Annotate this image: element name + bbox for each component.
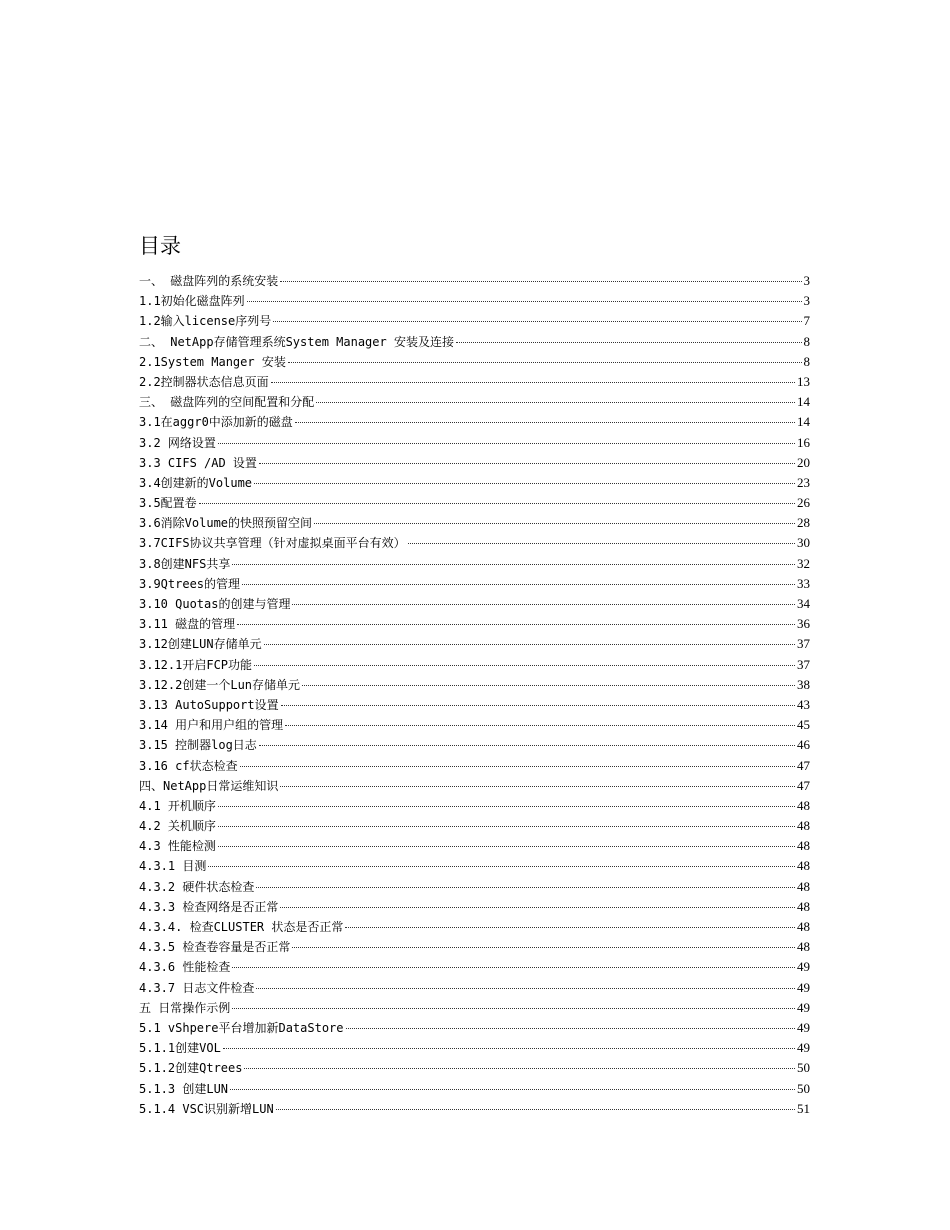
toc-entry-label: 2.2控制器状态信息页面	[139, 374, 269, 389]
toc-dot-leader	[259, 745, 795, 746]
toc-entry[interactable]	[139, 433, 810, 453]
toc-entry[interactable]	[139, 675, 810, 695]
toc-entry-label: 3.5配置卷	[139, 496, 197, 511]
toc-entry[interactable]	[139, 957, 810, 977]
toc-entry-page-number: 8	[803, 353, 810, 369]
toc-dot-leader	[237, 624, 795, 625]
toc-dot-leader	[281, 705, 795, 706]
toc-dot-leader	[199, 503, 795, 504]
toc-entry-page-number: 32	[797, 555, 810, 571]
toc-dot-leader	[288, 362, 802, 363]
toc-entry[interactable]	[139, 735, 810, 755]
toc-entry[interactable]	[139, 332, 810, 352]
toc-entry[interactable]	[139, 1099, 810, 1119]
toc-entry-page-number: 48	[797, 939, 810, 955]
toc-entry-label: 3.16 cf状态检查	[139, 758, 238, 773]
toc-entry-page-number: 37	[797, 656, 810, 672]
toc-entry-page-number: 49	[797, 1019, 810, 1035]
toc-entry-label: 3.10 Quotas的创建与管理	[139, 597, 291, 611]
toc-entry-page-number: 14	[797, 414, 810, 430]
toc-entry[interactable]	[139, 917, 810, 937]
toc-entry-label: 4.3.5 检查卷容量是否正常	[139, 940, 291, 955]
toc-entry[interactable]	[139, 513, 810, 533]
toc-entry-page-number: 7	[803, 313, 810, 329]
toc-dot-leader	[345, 927, 795, 928]
toc-dot-leader	[302, 685, 795, 686]
toc-entry[interactable]	[139, 897, 810, 917]
toc-entry-page-number: 47	[797, 777, 810, 793]
toc-entry-page-number: 50	[797, 1080, 810, 1096]
toc-dot-leader	[244, 1068, 795, 1069]
toc-entry-page-number: 28	[797, 515, 810, 531]
toc-entry-label: 3.9Qtrees的管理	[139, 576, 241, 591]
toc-entry-label: 4.3.6 性能检查	[139, 960, 231, 975]
toc-entry-page-number: 16	[797, 434, 810, 450]
toc-entry-label: 3.6消除Volume的快照预留空间	[139, 516, 313, 531]
toc-dot-leader	[254, 483, 795, 484]
toc-entry-label: 5.1.2创建Qtrees	[139, 1061, 243, 1076]
toc-entry-label: 5.1.4 VSC识别新增LUN	[139, 1101, 274, 1116]
toc-entry-page-number: 37	[797, 636, 810, 652]
toc-entry-label: 5.1.1创建VOL	[139, 1041, 221, 1056]
toc-entry-page-number: 48	[797, 818, 810, 834]
toc-entry-label: 4.3.4. 检查CLUSTER 状态是否正常	[139, 920, 344, 934]
toc-dot-leader	[218, 826, 795, 827]
toc-dot-leader	[292, 947, 795, 948]
toc-entry-page-number: 14	[797, 394, 810, 410]
toc-entry-page-number: 48	[797, 797, 810, 813]
toc-entry-label: 3.13 AutoSupport设置	[139, 697, 279, 712]
toc-entry-page-number: 20	[797, 454, 810, 470]
toc-entry-page-number: 38	[797, 676, 810, 692]
toc-dot-leader	[208, 866, 795, 867]
toc-entry[interactable]	[139, 291, 810, 311]
toc-entry[interactable]	[139, 1038, 810, 1058]
toc-dot-leader	[242, 584, 795, 585]
toc-entry[interactable]	[139, 372, 810, 392]
toc-entry-label: 3.7CIFS协议共享管理（针对虚拟桌面平台有效）	[139, 536, 406, 551]
toc-entry[interactable]	[139, 1079, 810, 1099]
toc-entry-page-number: 46	[797, 737, 810, 753]
toc-dot-leader	[254, 665, 795, 666]
toc-entry-label: 3.12.2创建一个Lun存储单元	[139, 677, 301, 692]
toc-dot-leader	[218, 806, 795, 807]
toc-entry-label: 1.1初始化磁盘阵列	[139, 294, 245, 309]
toc-dot-leader	[292, 604, 795, 605]
toc-entry[interactable]	[139, 796, 810, 816]
toc-entry[interactable]	[139, 574, 810, 594]
toc-entry[interactable]	[139, 856, 810, 876]
toc-entry-page-number: 30	[797, 535, 810, 551]
toc-dot-leader	[314, 523, 795, 524]
toc-entry[interactable]	[139, 836, 810, 856]
toc-entry[interactable]	[139, 453, 810, 473]
toc-entry-label: 4.3 性能检测	[139, 839, 216, 854]
toc-dot-leader	[240, 766, 795, 767]
toc-entry[interactable]	[139, 614, 810, 634]
toc-entry-page-number: 50	[797, 1060, 810, 1076]
toc-list	[139, 271, 810, 1119]
toc-entry-label: 3.14 用户和用户组的管理	[139, 718, 284, 733]
toc-title: 目录	[139, 234, 181, 258]
toc-dot-leader	[256, 887, 795, 888]
toc-entry[interactable]	[139, 1018, 810, 1038]
toc-dot-leader	[408, 543, 795, 544]
toc-entry[interactable]	[139, 473, 810, 493]
toc-dot-leader	[264, 644, 795, 645]
toc-entry-label: 4.1 开机顺序	[139, 798, 216, 813]
toc-entry-page-number: 23	[797, 474, 810, 490]
toc-entry-label: 5.1.3 创建LUN	[139, 1081, 229, 1096]
toc-dot-leader	[456, 342, 802, 343]
toc-entry-page-number: 45	[797, 717, 810, 733]
toc-entry[interactable]	[139, 756, 810, 776]
toc-entry[interactable]	[139, 554, 810, 574]
toc-entry-label: 一、 磁盘阵列的系统安装	[139, 274, 279, 288]
toc-entry-page-number: 26	[797, 495, 810, 511]
toc-entry-label: 3.1在aggr0中添加新的磁盘	[139, 415, 293, 430]
toc-entry-page-number: 49	[797, 1040, 810, 1056]
toc-entry-label: 二、 NetApp存储管理系统System Manager 安装及连接	[139, 334, 454, 349]
toc-entry[interactable]	[139, 978, 810, 998]
toc-dot-leader	[346, 1028, 796, 1029]
toc-entry[interactable]	[139, 715, 810, 735]
toc-entry-page-number: 3	[803, 293, 810, 309]
toc-entry[interactable]	[139, 655, 810, 675]
toc-entry-label: 4.3.3 检查网络是否正常	[139, 899, 279, 914]
toc-entry-label: 3.11 磁盘的管理	[139, 617, 236, 632]
toc-entry[interactable]	[139, 998, 810, 1018]
toc-entry[interactable]	[139, 877, 810, 897]
toc-entry-page-number: 48	[797, 919, 810, 934]
toc-dot-leader	[280, 281, 801, 282]
toc-entry-page-number: 8	[803, 333, 810, 349]
toc-dot-leader	[232, 1008, 795, 1009]
toc-entry[interactable]	[139, 937, 810, 957]
toc-dot-leader	[232, 967, 795, 968]
toc-entry-label: 4.3.1 目测	[139, 859, 207, 874]
toc-entry-page-number: 3	[803, 273, 810, 288]
toc-entry[interactable]	[139, 776, 810, 796]
toc-entry-label: 四、NetApp日常运维知识	[139, 778, 279, 793]
toc-entry-page-number: 33	[797, 575, 810, 591]
toc-entry-label: 3.8创建NFS共享	[139, 556, 231, 571]
toc-dot-leader	[232, 564, 795, 565]
toc-entry[interactable]	[139, 311, 810, 331]
toc-dot-leader	[316, 402, 795, 403]
toc-dot-leader	[285, 725, 795, 726]
toc-entry[interactable]	[139, 412, 810, 432]
toc-entry-page-number: 13	[797, 373, 810, 389]
toc-entry-page-number: 49	[797, 999, 810, 1015]
toc-entry-page-number: 48	[797, 858, 810, 874]
toc-entry-label: 3.12创建LUN存储单元	[139, 637, 262, 652]
toc-entry-label: 3.2 网络设置	[139, 435, 216, 450]
toc-entry-label: 3.12.1开启FCP功能	[139, 657, 253, 672]
toc-dot-leader	[280, 907, 795, 908]
toc-entry-label: 五 日常操作示例	[139, 1000, 231, 1015]
toc-entry[interactable]	[139, 352, 810, 372]
toc-entry-label: 2.1System Manger 安装	[139, 354, 286, 369]
toc-entry-page-number: 48	[797, 878, 810, 894]
toc-entry-label: 三、 磁盘阵列的空间配置和分配	[139, 395, 315, 410]
toc-entry-label: 3.15 控制器log日志	[139, 738, 257, 753]
toc-entry-label: 1.2输入license序列号	[139, 314, 272, 329]
toc-entry-page-number: 49	[797, 979, 810, 995]
toc-entry-page-number: 48	[797, 898, 810, 914]
toc-dot-leader	[295, 422, 795, 423]
toc-dot-leader	[218, 443, 795, 444]
toc-entry-page-number: 43	[797, 696, 810, 712]
toc-entry[interactable]	[139, 271, 810, 291]
toc-dot-leader	[280, 786, 795, 787]
toc-dot-leader	[276, 1109, 795, 1110]
toc-entry-page-number: 34	[797, 596, 810, 611]
toc-dot-leader	[271, 382, 795, 383]
toc-entry-label: 4.3.2 硬件状态检查	[139, 879, 255, 894]
toc-dot-leader	[273, 321, 801, 322]
toc-entry[interactable]	[139, 493, 810, 513]
toc-entry-label: 3.4创建新的Volume	[139, 475, 253, 490]
toc-entry-page-number: 36	[797, 616, 810, 632]
toc-entry-label: 4.2 关机顺序	[139, 819, 216, 834]
toc-entry-label: 4.3.7 日志文件检查	[139, 980, 255, 995]
toc-entry[interactable]	[139, 392, 810, 412]
toc-entry-page-number: 47	[797, 757, 810, 773]
toc-dot-leader	[223, 1048, 795, 1049]
toc-entry[interactable]	[139, 695, 810, 715]
toc-dot-leader	[259, 463, 795, 464]
toc-entry[interactable]	[139, 533, 810, 553]
toc-entry-page-number: 48	[797, 838, 810, 854]
toc-entry[interactable]	[139, 634, 810, 654]
toc-dot-leader	[218, 846, 795, 847]
toc-entry-page-number: 49	[797, 959, 810, 975]
toc-entry-page-number: 51	[797, 1100, 810, 1116]
toc-entry-label: 5.1 vShpere平台增加新DataStore	[139, 1020, 344, 1035]
toc-dot-leader	[230, 1089, 795, 1090]
toc-entry[interactable]	[139, 594, 810, 614]
toc-entry[interactable]	[139, 1058, 810, 1078]
toc-entry-label: 3.3 CIFS /AD 设置	[139, 455, 257, 470]
toc-dot-leader	[247, 301, 802, 302]
toc-dot-leader	[256, 988, 795, 989]
toc-entry[interactable]	[139, 816, 810, 836]
